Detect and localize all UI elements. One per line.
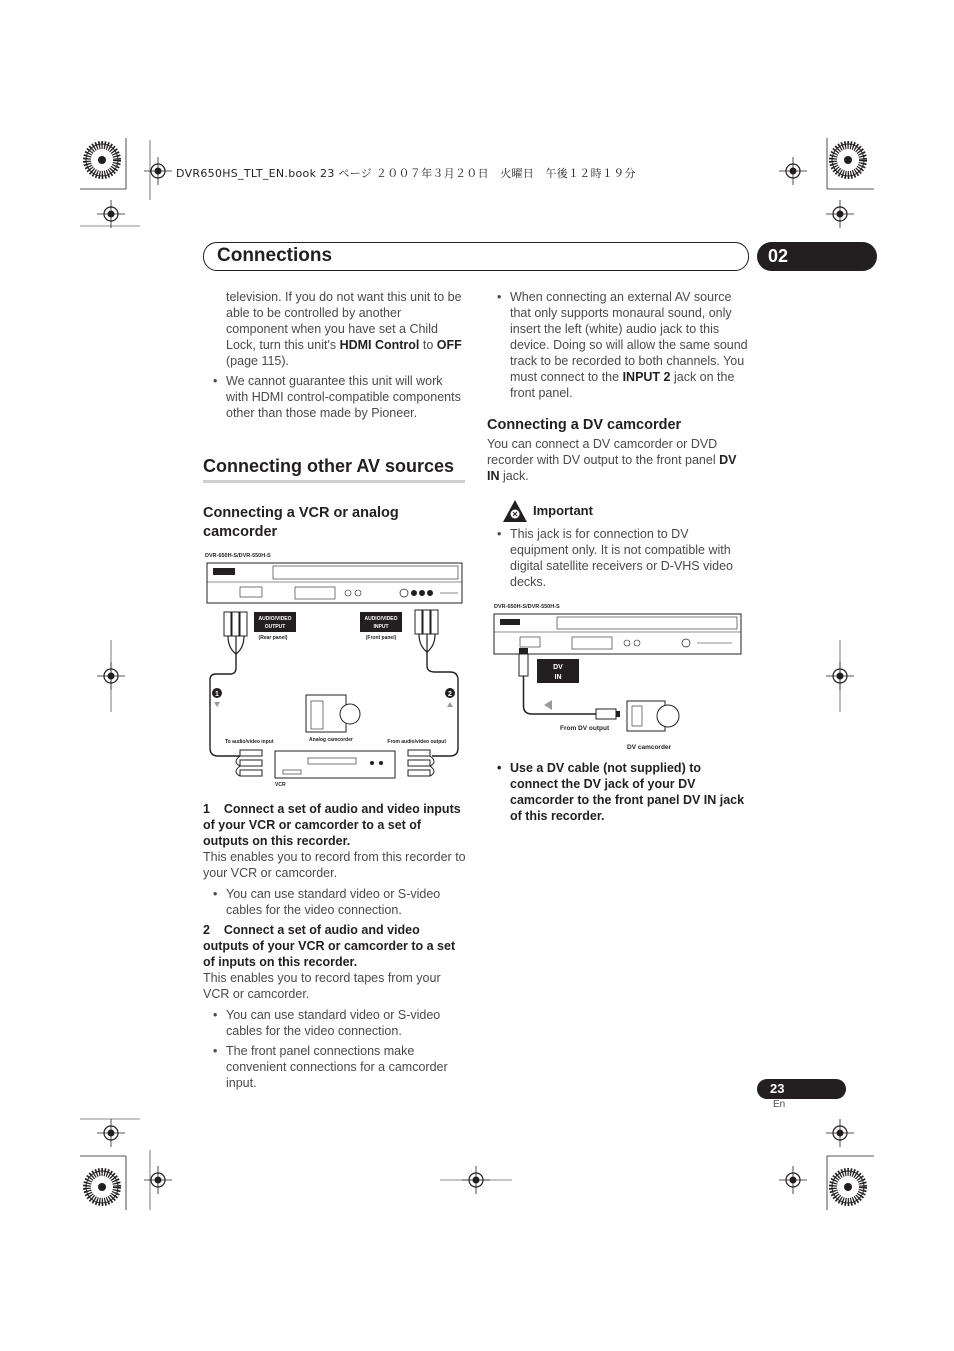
analog-camcorder-label: Analog camcorder xyxy=(309,737,353,743)
label-av-output-line1: AUDIO/VIDEO xyxy=(258,616,292,622)
dv-camcorder-label: DV camcorder xyxy=(627,744,672,751)
label-front-panel: (Front panel) xyxy=(365,635,397,641)
dv-camcorder-drawing xyxy=(627,701,679,731)
dv-diagram-model: DVR-650H-S/DVR-550H-S xyxy=(494,604,560,610)
dv-recorder-unit xyxy=(494,614,741,654)
marker-1: 1 xyxy=(215,691,219,698)
dv-instruction: • Use a DV cable (not supplied) to connect the DV jack of your DV camcorder to the front panel DV IN jack of this recorder. xyxy=(497,761,745,823)
from-output-label: From audio/video output xyxy=(387,739,446,745)
print-header: DVR650HS_TLT_EN.book 23 ページ ２００７年３月２０日 火曜日 午後１２時１９分 xyxy=(176,167,636,180)
analog-camcorder-drawing xyxy=(306,695,360,732)
important-label: Important xyxy=(533,503,593,518)
dv-in-label-line2: IN xyxy=(554,674,562,681)
step-2-body: This enables you to record tapes from your VCR or camcorder. xyxy=(203,971,441,1001)
chapter-title: Connections xyxy=(217,245,333,266)
step-1-title: 1 Connect a set of audio and video inputs of your VCR or camcorder to a set of outputs on this recorder. xyxy=(203,802,461,848)
bullet-guarantee: • We cannot guarantee this unit will work with HDMI control-compatible components other than those made by Pioneer. xyxy=(213,374,461,420)
section-title: Connecting other AV sources xyxy=(203,456,455,476)
vcr-diagram-model: DVR-650H-S/DVR-550H-S xyxy=(205,553,271,559)
vcr-label: VCR xyxy=(275,782,286,788)
dv-heading: Connecting a DV camcorder xyxy=(487,417,682,433)
dv-in-label-line1: DV xyxy=(553,664,563,671)
label-av-input-line1: AUDIO/VIDEO xyxy=(364,616,398,622)
continued-paragraph: television. If you do not want this unit to be able to be controlled by another component when you have set a Child Lock, turn this unit's HDMI Control to OFF (page 115). xyxy=(226,290,462,368)
section-rule xyxy=(203,480,465,483)
marker-2: 2 xyxy=(448,691,452,698)
step-2-title: 2 Connect a set of audio and video outputs of your VCR or camcorder to a set of inputs on this recorder. xyxy=(203,923,456,969)
bullet-monaural: • When connecting an external AV source that only supports monaural sound, only insert the left (white) audio jack to this device. Doing so will allow the same sound track to be recorded to both channels. You must connect to the INPUT 2 jack on the front panel. xyxy=(497,290,748,400)
step-1-body: This enables you to record from this recorder to your VCR or camcorder. xyxy=(203,850,466,880)
step-2-bullet-2: • The front panel connections make convenient connections for a camcorder input. xyxy=(213,1044,448,1090)
vcr-connection-diagram xyxy=(200,548,470,793)
chapter-number: 02 xyxy=(768,246,789,266)
vcr-heading: Connecting a VCR or analog camcorder xyxy=(203,505,399,540)
dv-connection-diagram xyxy=(492,598,746,758)
step-2-bullet-1: • You can use standard video or S-video cables for the video connection. xyxy=(213,1008,441,1038)
page-number: 23 xyxy=(770,1081,785,1096)
from-dv-output-label: From DV output xyxy=(560,725,610,732)
step-1-bullet: • You can use standard video or S-video cables for the video connection. xyxy=(213,887,441,917)
label-av-output-line2: OUTPUT xyxy=(264,624,286,630)
to-input-label: To audio/video input xyxy=(225,739,274,745)
dv-paragraph: You can connect a DV camcorder or DVD recorder with DV output to the front panel DV IN jack. xyxy=(487,437,737,483)
page-lang: En xyxy=(773,1099,786,1110)
label-av-input-line2: INPUT xyxy=(373,624,389,630)
important-bullet: • This jack is for connection to DV equipment only. It is not compatible with digital satellite receivers or D-VHS video decks. xyxy=(497,527,734,589)
important-icon xyxy=(502,499,528,523)
label-rear-panel: (Rear panel) xyxy=(258,635,288,641)
